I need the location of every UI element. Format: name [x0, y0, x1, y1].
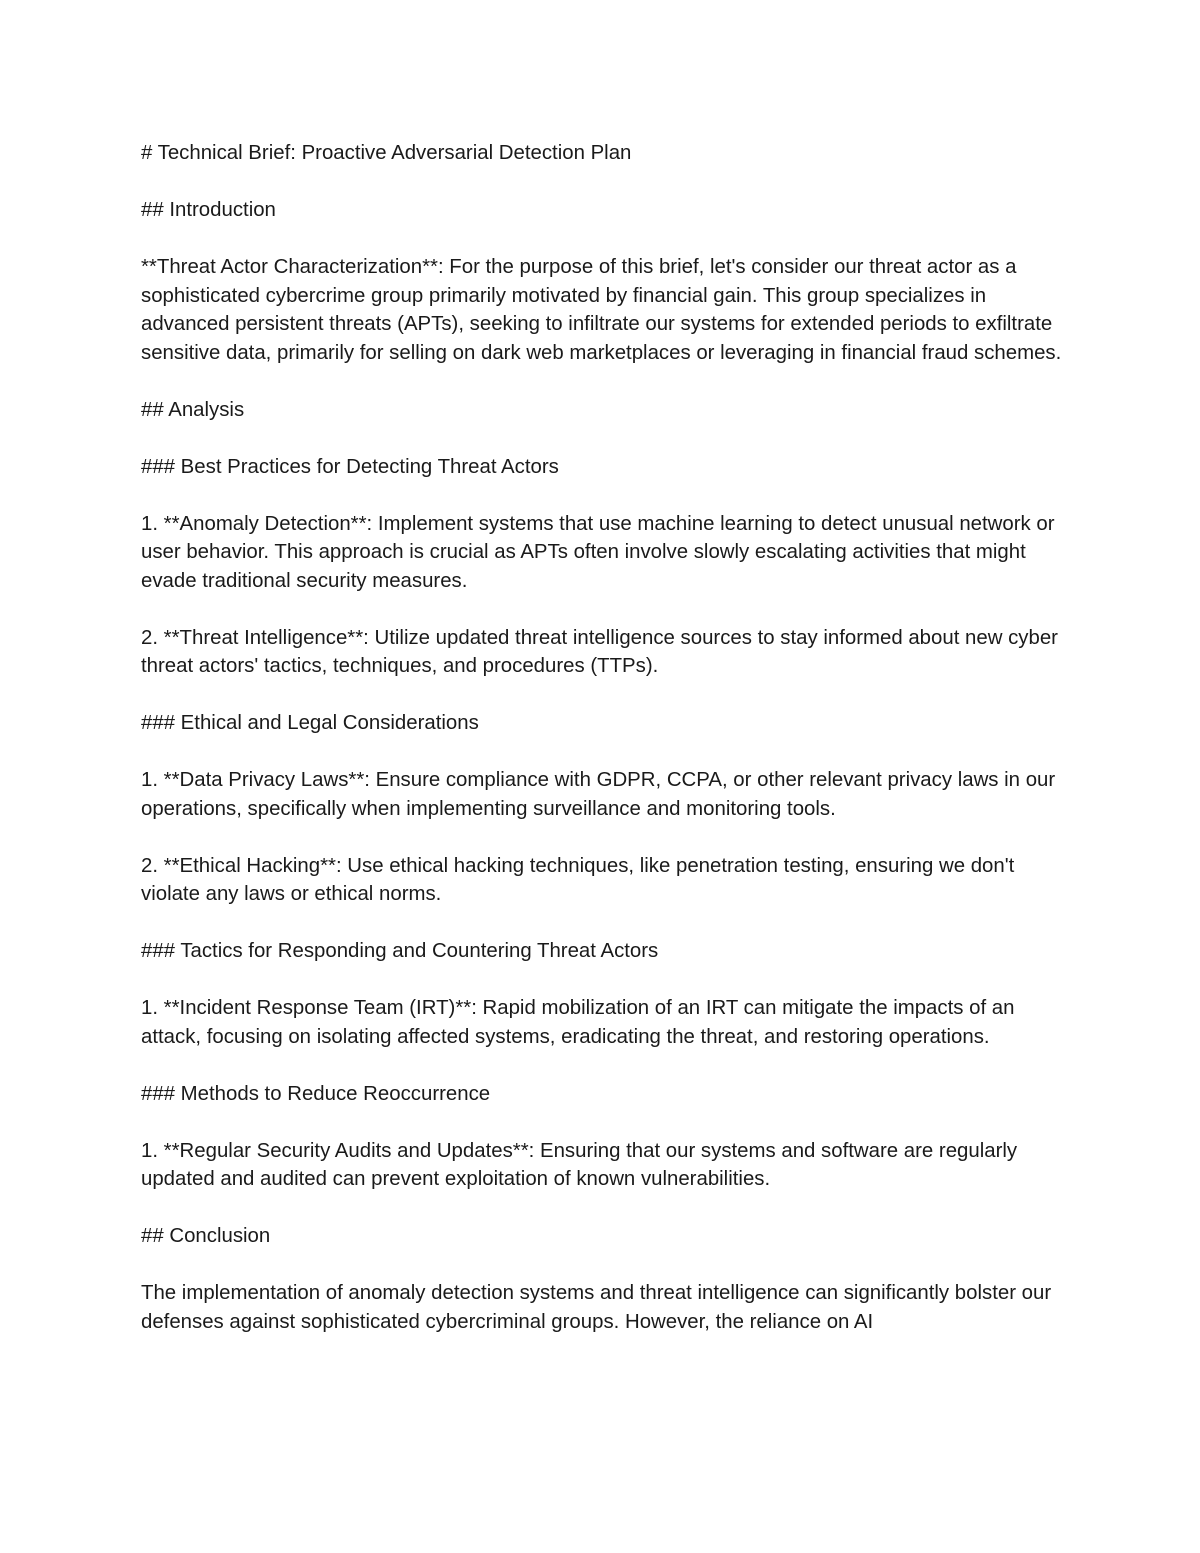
- introduction-paragraph: **Threat Actor Characterization**: For the purpose of this brief, let's consider our threat actor as a sophisticated cybercrime group primarily motivated by financial gain. This group specializes in advanced persistent threats (APTs), seeking to infiltrate our systems for extended periods to exfiltrate sensitive data, primarily for selling on dark web marketplaces or leveraging in financial fraud schemes.: [141, 256, 1062, 364]
- document-body: [141, 139, 1076, 1336]
- best-practices-heading: ### Best Practices for Detecting Threat Actors: [141, 455, 559, 478]
- tactics-item-incident-response: 1. **Incident Response Team (IRT)**: Rapid mobilization of an IRT can mitigate the impacts of an attack, focusing on isolating affected systems, eradicating the threat, and restoring operations.: [141, 997, 1015, 1048]
- conclusion-heading: ## Conclusion: [141, 1225, 271, 1247]
- best-practices-item-anomaly-detection: 1. **Anomaly Detection**: Implement systems that use machine learning to detect unusual network or user behavior. This approach is crucial as APTs often involve slowly escalating activities that might evade traditional security measures.: [141, 512, 1055, 592]
- document-title: # Technical Brief: Proactive Adversarial Detection Plan: [141, 142, 632, 164]
- conclusion-paragraph: The implementation of anomaly detection systems and threat intelligence can significantly bolster our defenses against sophisticated cybercriminal groups. However, the reliance on AI: [141, 1282, 1052, 1333]
- methods-heading: ### Methods to Reduce Reoccurrence: [141, 1082, 491, 1105]
- ethical-item-data-privacy: 1. **Data Privacy Laws**: Ensure compliance with GDPR, CCPA, or other relevant privacy laws in our operations, specifically when implementing surveillance and monitoring tools.: [141, 769, 1056, 820]
- introduction-heading: ## Introduction: [141, 199, 276, 221]
- ethical-legal-heading: ### Ethical and Legal Considerations: [141, 712, 479, 734]
- ethical-item-ethical-hacking: 2. **Ethical Hacking**: Use ethical hacking techniques, like penetration testing, ensuring we don't violate any laws or ethical norms.: [141, 854, 1015, 905]
- tactics-heading: ### Tactics for Responding and Countering Threat Actors: [141, 940, 659, 962]
- methods-item-security-audits: 1. **Regular Security Audits and Updates**: Ensuring that our systems and software are regularly updated and audited can prevent exploitation of known vulnerabilities.: [141, 1139, 1018, 1190]
- analysis-heading: ## Analysis: [141, 398, 245, 421]
- best-practices-item-threat-intelligence: 2. **Threat Intelligence**: Utilize updated threat intelligence sources to stay informed about new cyber threat actors' tactics, techniques, and procedures (TTPs).: [141, 626, 1058, 677]
